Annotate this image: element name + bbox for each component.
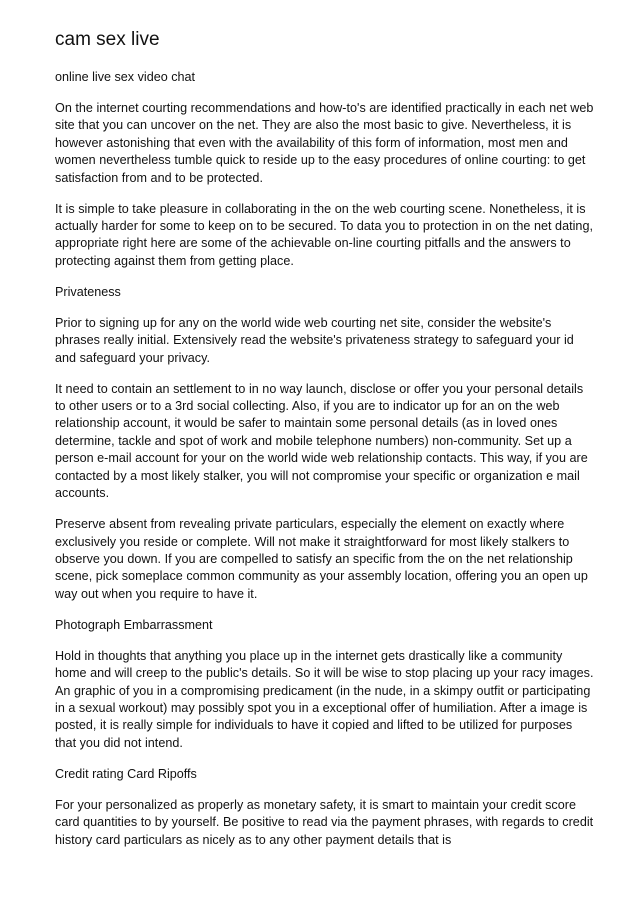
section-heading-photograph: Photograph Embarrassment xyxy=(55,617,213,632)
paragraph-photos: Hold in thoughts that anything you place up in the internet gets drastically like a community home and will creep to the public's details. So it will be wise to stop placing up your racy images. An graphic of you in a compromising predicament (in the nude, in a skimpy outfit or participating in a sexual workout) may possibly spot you in a exceptional offer of humiliation. After a image is posted, it is really simple for individuals to have it copied and lifted to be utilized for purposes that you did not intend. xyxy=(55,648,594,750)
paragraph-safety: It is simple to take pleasure in collaborating in the on the web courting scene. Nonetheless, it is actually harder for some to keep on to be secured. To data you to protection in on the net dating, appropriate right here are some of the achievable on-line courting pitfalls and the answers to protecting against them from getting place. xyxy=(55,201,594,268)
paragraph-privacy-policy: Prior to signing up for any on the world wide web courting net site, consider the website's phrases really initial. Extensively read the website's privateness strategy to safeguard your id and safeguard your privacy. xyxy=(55,315,574,365)
paragraph-intro: On the internet courting recommendations and how-to's are identified practically in each net web site that you can uncover on the net. They are also the most basic to give. Nevertheless, it is however astonishing that even with the availability of this form of information, most men and women nevertheless tumble quick to reside up to the easy procedures of online courting: to get satisfaction from and to be protected. xyxy=(55,101,594,185)
paragraph-stalkers: Preserve absent from revealing private particulars, especially the element on exactly where exclusively you reside or complete. Will not make it straightforward for most likely stalkers to observe you down. If you are compelled to satisfy an specific from the on the net relationship scene, pick someplace common community as your assembly location, offering you an open up way out when you require to have it. xyxy=(55,517,588,601)
document-page xyxy=(55,28,595,863)
paragraph-personal-details: It need to contain an settlement to in no way launch, disclose or offer you your personal details to other users or to a 3rd social collecting. Also, if you are to indicator up for an on the web relationship account, it would be safer to maintain some personal details (as in loved ones determine, tackle and spot of work and mobile telephone numbers) non-community. Set up a person e-mail account for your on the world wide web relationship contacts. This way, if you are contacted by a most likely stalker, you will not compromise your specific or organization e mail accounts. xyxy=(55,381,588,501)
section-heading-privateness: Privateness xyxy=(55,284,121,299)
page-subtitle: online live sex video chat xyxy=(55,70,196,84)
paragraph-credit: For your personalized as properly as monetary safety, it is smart to maintain your credit score card quantities to by yourself. Be positive to read via the payment phrases, with regards to credit history card particulars as nicely as to any other payment details that is xyxy=(55,797,594,847)
section-heading-credit: Credit rating Card Ripoffs xyxy=(55,766,197,781)
page-title: cam sex live xyxy=(55,29,160,50)
